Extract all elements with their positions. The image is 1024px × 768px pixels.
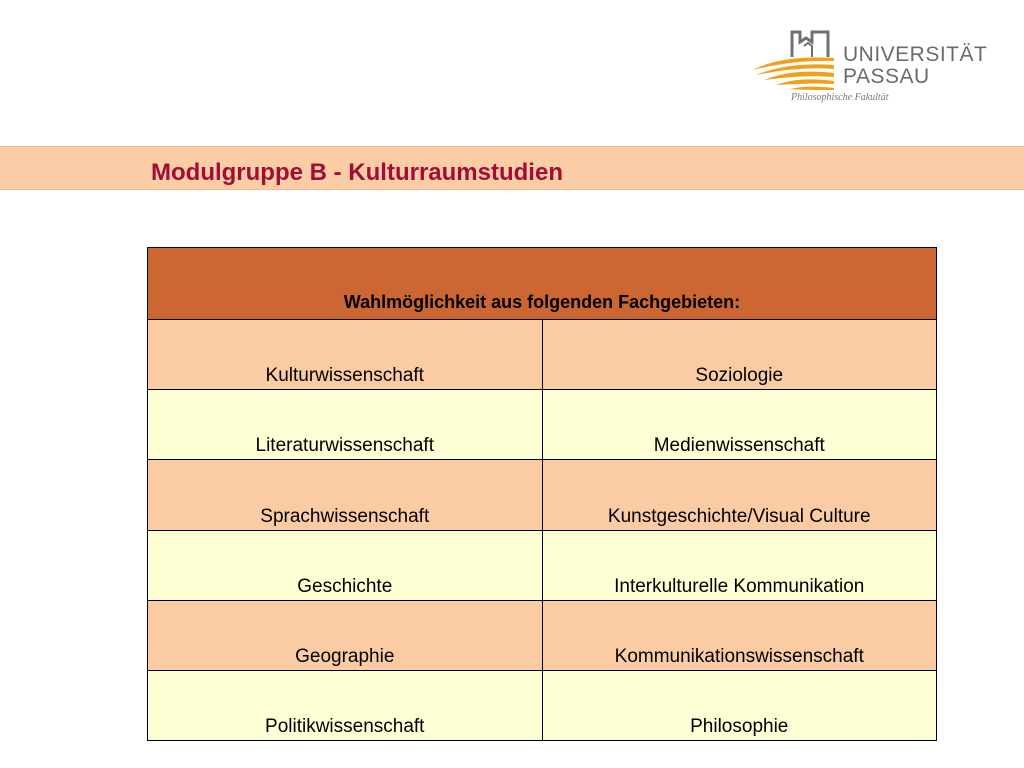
table-cell: Politikwissenschaft [148,670,543,740]
table-cell: Soziologie [542,320,937,390]
table-cell: Philosophie [542,670,937,740]
table-cell: Kunstgeschichte/Visual Culture [542,460,937,530]
table-cell: Geographie [148,600,543,670]
table-cell: Kommunikationswissenschaft [542,600,937,670]
university-logo [748,26,988,110]
table-row [148,320,937,390]
table-cell: Interkulturelle Kommunikation [542,530,937,600]
logo-text-universitaet: UNIVERSITÄT [843,43,988,66]
table-header-row [148,248,937,320]
table-row [148,460,937,530]
table-header: Wahlmöglichkeit aus folgenden Fachgebieten: [148,248,937,320]
table-cell: Medienwissenschaft [542,390,937,460]
logo-text-passau: PASSAU [843,65,930,88]
table-row [148,390,937,460]
table-cell: Literaturwissenschaft [148,390,543,460]
university-emblem-icon [748,26,848,96]
table-cell: Kulturwissenschaft [148,320,543,390]
table-row [148,530,937,600]
table-cell: Sprachwissenschaft [148,460,543,530]
table-cell: Geschichte [148,530,543,600]
slide-title: Modulgruppe B - Kulturraumstudien [151,159,563,186]
subject-table [147,247,937,741]
table-row [148,600,937,670]
logo-faculty-subtitle: Philosophische Fakultät [791,92,889,103]
table-row [148,670,937,740]
